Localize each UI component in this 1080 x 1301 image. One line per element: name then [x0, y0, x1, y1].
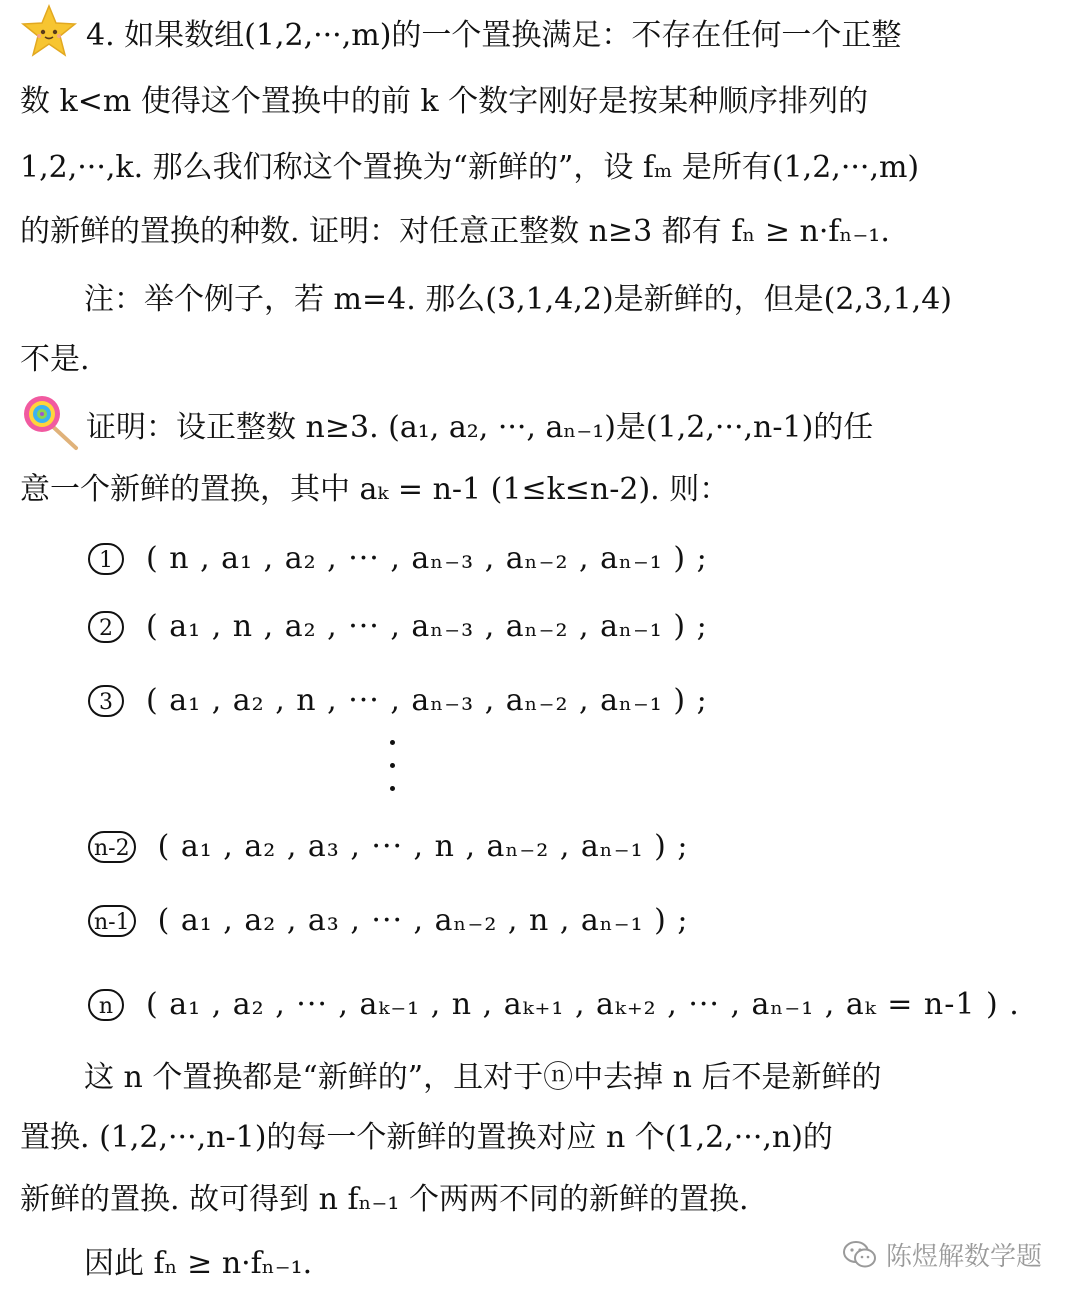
permutation-tuple: ( a₁ , n , a₂ , ··· , aₙ₋₃ , aₙ₋₂ , aₙ₋₁ ) ; [146, 609, 708, 644]
proof-line-2: 意一个新鲜的置换，其中 aₖ = n-1 (1≤k≤n-2). 则： [20, 472, 730, 507]
circled-number: 3 [88, 685, 124, 717]
watermark-text: 陈煜解数学题 [885, 1242, 1042, 1272]
permutation-n-1 [88, 898, 988, 942]
proof-line-1: 证明：设正整数 n≥3. (a₁, a₂, ···, aₙ₋₁)是(1,2,···,n-1)的任 [86, 410, 874, 445]
permutation-tuple: ( a₁ , a₂ , a₃ , ··· , n , aₙ₋₂ , aₙ₋₁ ) ; [157, 829, 689, 864]
permutation-1 [88, 536, 988, 580]
conclusion-line-3: 新鲜的置换. 故可得到 n fₙ₋₁ 个两两不同的新鲜的置换. [20, 1182, 749, 1217]
problem-line-2: 数 k<m 使得这个置换中的前 k 个数字刚好是按某种顺序排列的 [20, 84, 869, 119]
watermark [842, 1236, 1042, 1273]
conclusion-line-4: 因此 fₙ ≥ n·fₙ₋₁. [84, 1246, 313, 1281]
note-line-2: 不是. [20, 342, 90, 377]
circled-number: n [88, 989, 124, 1021]
permutation-n-2 [88, 824, 988, 868]
permutation-n [88, 982, 1048, 1026]
circled-number: 1 [88, 543, 124, 575]
permutation-tuple: ( a₁ , a₂ , n , ··· , aₙ₋₃ , aₙ₋₂ , aₙ₋₁ ) ; [146, 683, 708, 718]
permutation-tuple: ( n , a₁ , a₂ , ··· , aₙ₋₃ , aₙ₋₂ , aₙ₋₁ ) ; [146, 541, 708, 576]
permutation-tuple: ( a₁ , a₂ , ··· , aₖ₋₁ , n , aₖ₊₁ , aₖ₊₂ , ··· , aₙ₋₁ , aₖ = n-1 ) . [146, 987, 1020, 1022]
star-icon [20, 4, 78, 58]
circled-number: n-2 [88, 831, 136, 863]
note-line-1: 注：举个例子，若 m=4. 那么(3,1,4,2)是新鲜的，但是(2,3,1,4) [84, 282, 953, 317]
permutation-2 [88, 604, 988, 648]
conclusion-line-1: 这 n 个置换都是“新鲜的”，且对于ⓝ中去掉 n 后不是新鲜的 [84, 1060, 882, 1095]
wechat-icon [842, 1240, 878, 1270]
permutation-tuple: ( a₁ , a₂ , a₃ , ··· , aₙ₋₂ , n , aₙ₋₁ ) ; [157, 903, 689, 938]
circled-number: 2 [88, 611, 124, 643]
conclusion-line-2: 置换. (1,2,···,n-1)的每一个新鲜的置换对应 n 个(1,2,···,n)的 [20, 1120, 833, 1155]
problem-line-1: 4. 如果数组(1,2,···,m)的一个置换满足：不存在任何一个正整 [86, 18, 902, 53]
circled-number: n-1 [88, 905, 136, 937]
problem-line-4: 的新鲜的置换的种数. 证明：对任意正整数 n≥3 都有 fₙ ≥ n·fₙ₋₁. [20, 214, 890, 249]
problem-line-3: 1,2,···,k. 那么我们称这个置换为“新鲜的”，设 fₘ 是所有(1,2,···,m) [20, 150, 920, 185]
lollipop-icon [20, 392, 82, 452]
vertical-ellipsis [386, 740, 398, 798]
permutation-3 [88, 678, 988, 722]
